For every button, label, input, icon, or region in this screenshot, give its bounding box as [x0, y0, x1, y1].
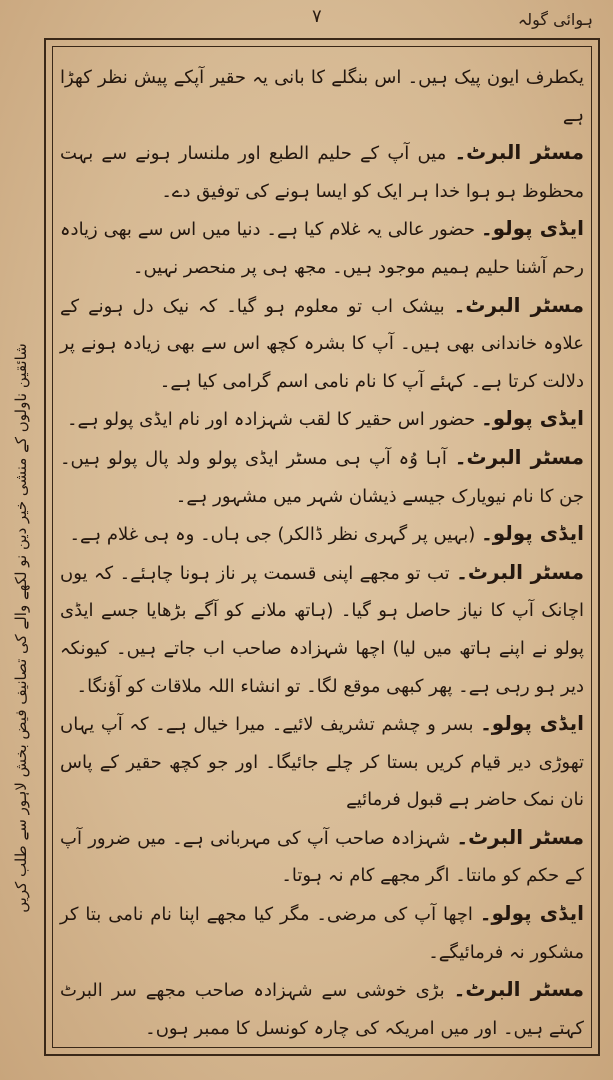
margin-note-area [6, 218, 36, 1038]
dialogue-line: حضور اس حقیر کا لقب شہزادہ اور نام ایڈی پولو ہے۔ [66, 409, 476, 431]
paragraph [60, 134, 584, 210]
dialogue-line: میں آپ کے حلیم الطبع اور ملنسار ہونے سے بہت محظوظ ہو ہوا خدا ہر ایک کو ایسا ہونے کی توفیق دے۔ [60, 143, 584, 202]
paragraph [60, 554, 584, 705]
dialogue-line: (بہیں پر گہری نظر ڈالکر) جی ہاں۔ وہ ہی غلام ہے۔ [69, 524, 476, 546]
paragraph [60, 287, 584, 401]
dialogue-line: آہا وُہ آپ ہی مسٹر ایڈی پولو ولد پال پولو ہیں۔ جن کا نام نیویارک جیسے ذیشان شہر میں مشہور ہے۔ [60, 447, 584, 507]
dialogue-text [60, 58, 584, 1047]
paragraph [60, 400, 584, 439]
speaker-label: مسٹر البرٹ۔ [456, 559, 584, 584]
speaker-label: مسٹر البرٹ۔ [453, 977, 584, 1002]
speaker-label: ایڈی پولو۔ [479, 901, 584, 926]
paragraph [60, 971, 584, 1047]
dialogue-line: شہزادہ صاحب آپ کی مہربانی ہے۔ میں ضرور آپ کے حکم کو مانتا۔ اگر مجھے کام نہ ہوتا۔ [60, 827, 584, 887]
paragraph [60, 515, 584, 554]
dialogue-line: اچھا آپ کی مرضی۔ مگر کیا مجھے اپنا نام نامی بتا کر مشکور نہ فرمائیگے۔ [60, 904, 584, 963]
running-title: ہوائی گولہ [517, 10, 593, 29]
margin-advertisement: شائقین ناولوں کے منشی خیر دین نو لکھے والے کی تصانیف فیض بخش لاہور سے طلب کریں [12, 343, 30, 913]
paragraph [60, 439, 584, 515]
dialogue-line: بسر و چشم تشریف لائیے۔ میرا خیال ہے۔ کہ آپ یہاں تھوڑی دیر قیام کریں بستا کر چلے جائیگا۔ اور جو کچھ حقیر کے پاس نان نمک حاضر ہے قبول فرمائیے [60, 714, 584, 811]
speaker-label: مسٹر البرٹ۔ [456, 824, 584, 849]
dialogue-line: تب تو مجھے اپنی قسمت پر ناز ہونا چاہئے۔ کہ یوں اچانک آپ کا نیاز حاصل ہو گیا۔ (ہاتھ ملانے کو آگے بڑھایا جسے ایڈی پولو نے اپنے ہاتھ میں لیا) اچھا شہزادہ صاحب اب جاتے ہیں۔ کیونکہ دیر ہو رہی ہے۔ پھر کبھی موقع لگا۔ تو انشاء اللہ ملاقات کو آؤنگا۔ [60, 562, 584, 697]
dialogue-line: یکطرف ایون پیک ہیں۔ اس بنگلے کا بانی یہ حقیر آپکے پیش نظر کھڑا ہے [60, 67, 584, 126]
speaker-label: ایڈی پولو۔ [480, 521, 584, 546]
paragraph [60, 705, 584, 819]
speaker-label: مسٹر البرٹ۔ [454, 444, 584, 469]
paragraph [60, 210, 584, 286]
paragraph [60, 895, 584, 971]
paragraph [60, 58, 584, 134]
paragraph [60, 819, 584, 895]
speaker-label: ایڈی پولو۔ [480, 216, 584, 241]
page-number: ۷ [312, 6, 322, 27]
dialogue-line: بیشک اب تو معلوم ہو گیا۔ کہ نیک دل ہونے کے علاوہ خاندانی بھی ہیں۔ آپ کا بشرہ کچھ اس سے بھی زیادہ ہونے پر دلالت کرتا ہے۔ کہئے آپ کا نام نامی اسم گرامی کیا ہے۔ [60, 295, 584, 392]
speaker-label: مسٹر البرٹ۔ [454, 140, 584, 165]
speaker-label: ایڈی پولو۔ [480, 406, 584, 431]
speaker-label: ایڈی پولو۔ [480, 711, 584, 736]
dialogue-line: حضور عالی یہ غلام کیا ہے۔ دنیا میں اس سے بھی زیادہ رحم آشنا حلیم ہمیم موجود ہیں۔ مجھ ہی پر منحصر نہیں۔ [60, 219, 584, 278]
running-header [0, 6, 613, 34]
speaker-label: مسٹر البرٹ۔ [453, 292, 584, 317]
dialogue-line: بڑی خوشی سے شہزادہ صاحب مجھے سر البرٹ کہتے ہیں۔ اور میں امریکہ کی چارہ کونسل کا ممبر ہوں۔ [60, 980, 584, 1039]
